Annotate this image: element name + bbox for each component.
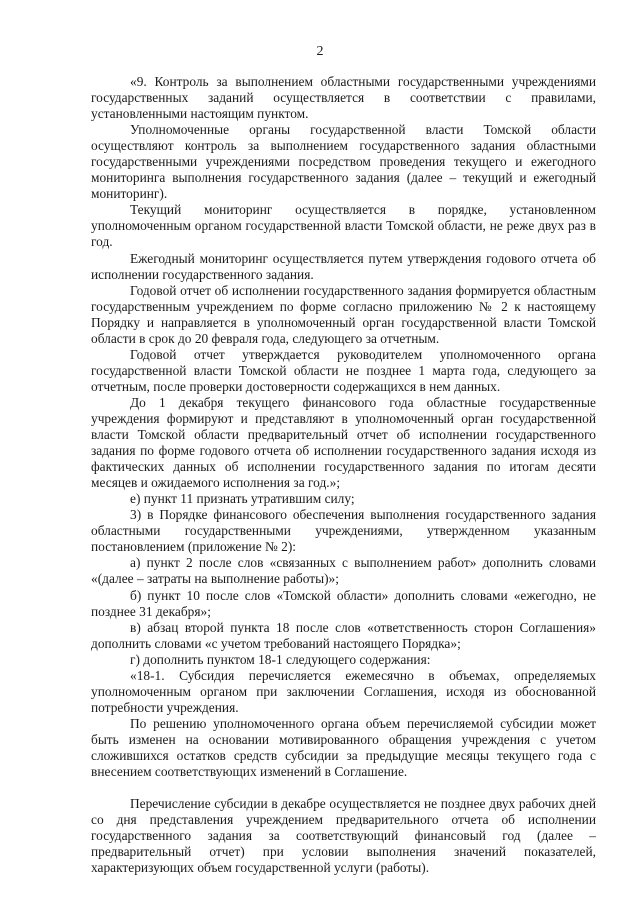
paragraph: Годовой отчет утверждается руководителем уполномоченного органа государственной власти Томской области не позднее 1 марта года, следующего за отчетным, после проверки достоверности содержащихся в нем данных.	[91, 346, 596, 394]
paragraph: До 1 декабря текущего финансового года областные государственные учреждения формируют и представляют в уполномоченный орган государственной власти Томской области предварительный отчет об исполнении государственного задания по форме годового отчета об исполнении государственного задания исходя из фактических данных об исполнении государственного задания по итогам десяти месяцев и ожидаемого исполнения за год.»;	[91, 394, 596, 491]
paragraph: Перечисление субсидии в декабре осуществляется не позднее двух рабочих дней со дня представления учреждением предварительного отчета об исполнении государственного задания за соответствующий финансовый год (далее – предварительный отчет) при условии выполнения значений показателей, характеризующих объем государственной услуги (работы).	[91, 796, 596, 876]
paragraph: г) дополнить пунктом 18-1 следующего содержания:	[130, 651, 431, 667]
paragraph: 3) в Порядке финансового обеспечения выполнения государственного задания областными государственными учреждениями, утвержденном указанным постановлением (приложение № 2):	[91, 507, 596, 555]
document-body	[91, 74, 596, 876]
paragraph: Уполномоченные органы государственной власти Томской области осуществляют контроль за выполнением государственного задания областными государственными учреждениями посредством проведения текущего и ежегодного мониторинга выполнения государственного задания (далее – текущий и ежегодный мониторинг).	[91, 122, 596, 202]
paragraph: «9. Контроль за выполнением областными государственными учреждениями государственных заданий осуществляется в соответствии с правилами, установленными настоящим пунктом.	[91, 74, 596, 122]
paragraph: «18-1. Субсидия перечисляется ежемесячно в объемах, определяемых уполномоченным органом при заключении Соглашения, исходя из обоснованной потребности учреждения.	[91, 667, 596, 715]
paragraph: б) пункт 10 после слов «Томской области» дополнить словами «ежегодно, не позднее 31 декабря»;	[91, 587, 596, 619]
page-number: 2	[316, 44, 324, 59]
paragraph: а) пункт 2 после слов «связанных с выполнением работ» дополнить словами «(далее – затраты на выполнение работы)»;	[91, 555, 596, 587]
paragraph: Годовой отчет об исполнении государственного задания формируется областным государственным учреждением по форме согласно приложению № 2 к настоящему Порядку и направляется в уполномоченный орган государственной власти Томской области в срок до 20 февраля года, следующего за отчетным.	[91, 282, 596, 346]
paragraph: По решению уполномоченного органа объем перечисляемой субсидии может быть изменен на основании мотивированного обращения учреждения с учетом сложившихся остатков средств субсидии за предыдущие месяцы текущего года с внесением соответствующих изменений в Соглашение.	[91, 715, 596, 780]
paragraph: в) абзац второй пункта 18 после слов «ответственность сторон Соглашения» дополнить словами «с учетом требований настоящего Порядка»;	[91, 619, 596, 651]
paragraph: Текущий мониторинг осуществляется в порядке, установленном уполномоченным органом государственной власти Томской области, не реже двух раз в год.	[91, 202, 596, 250]
paragraph: Ежегодный мониторинг осуществляется путем утверждения годового отчета об исполнении государственного задания.	[91, 250, 596, 282]
paragraph: е) пункт 11 признать утратившим силу;	[130, 491, 355, 507]
